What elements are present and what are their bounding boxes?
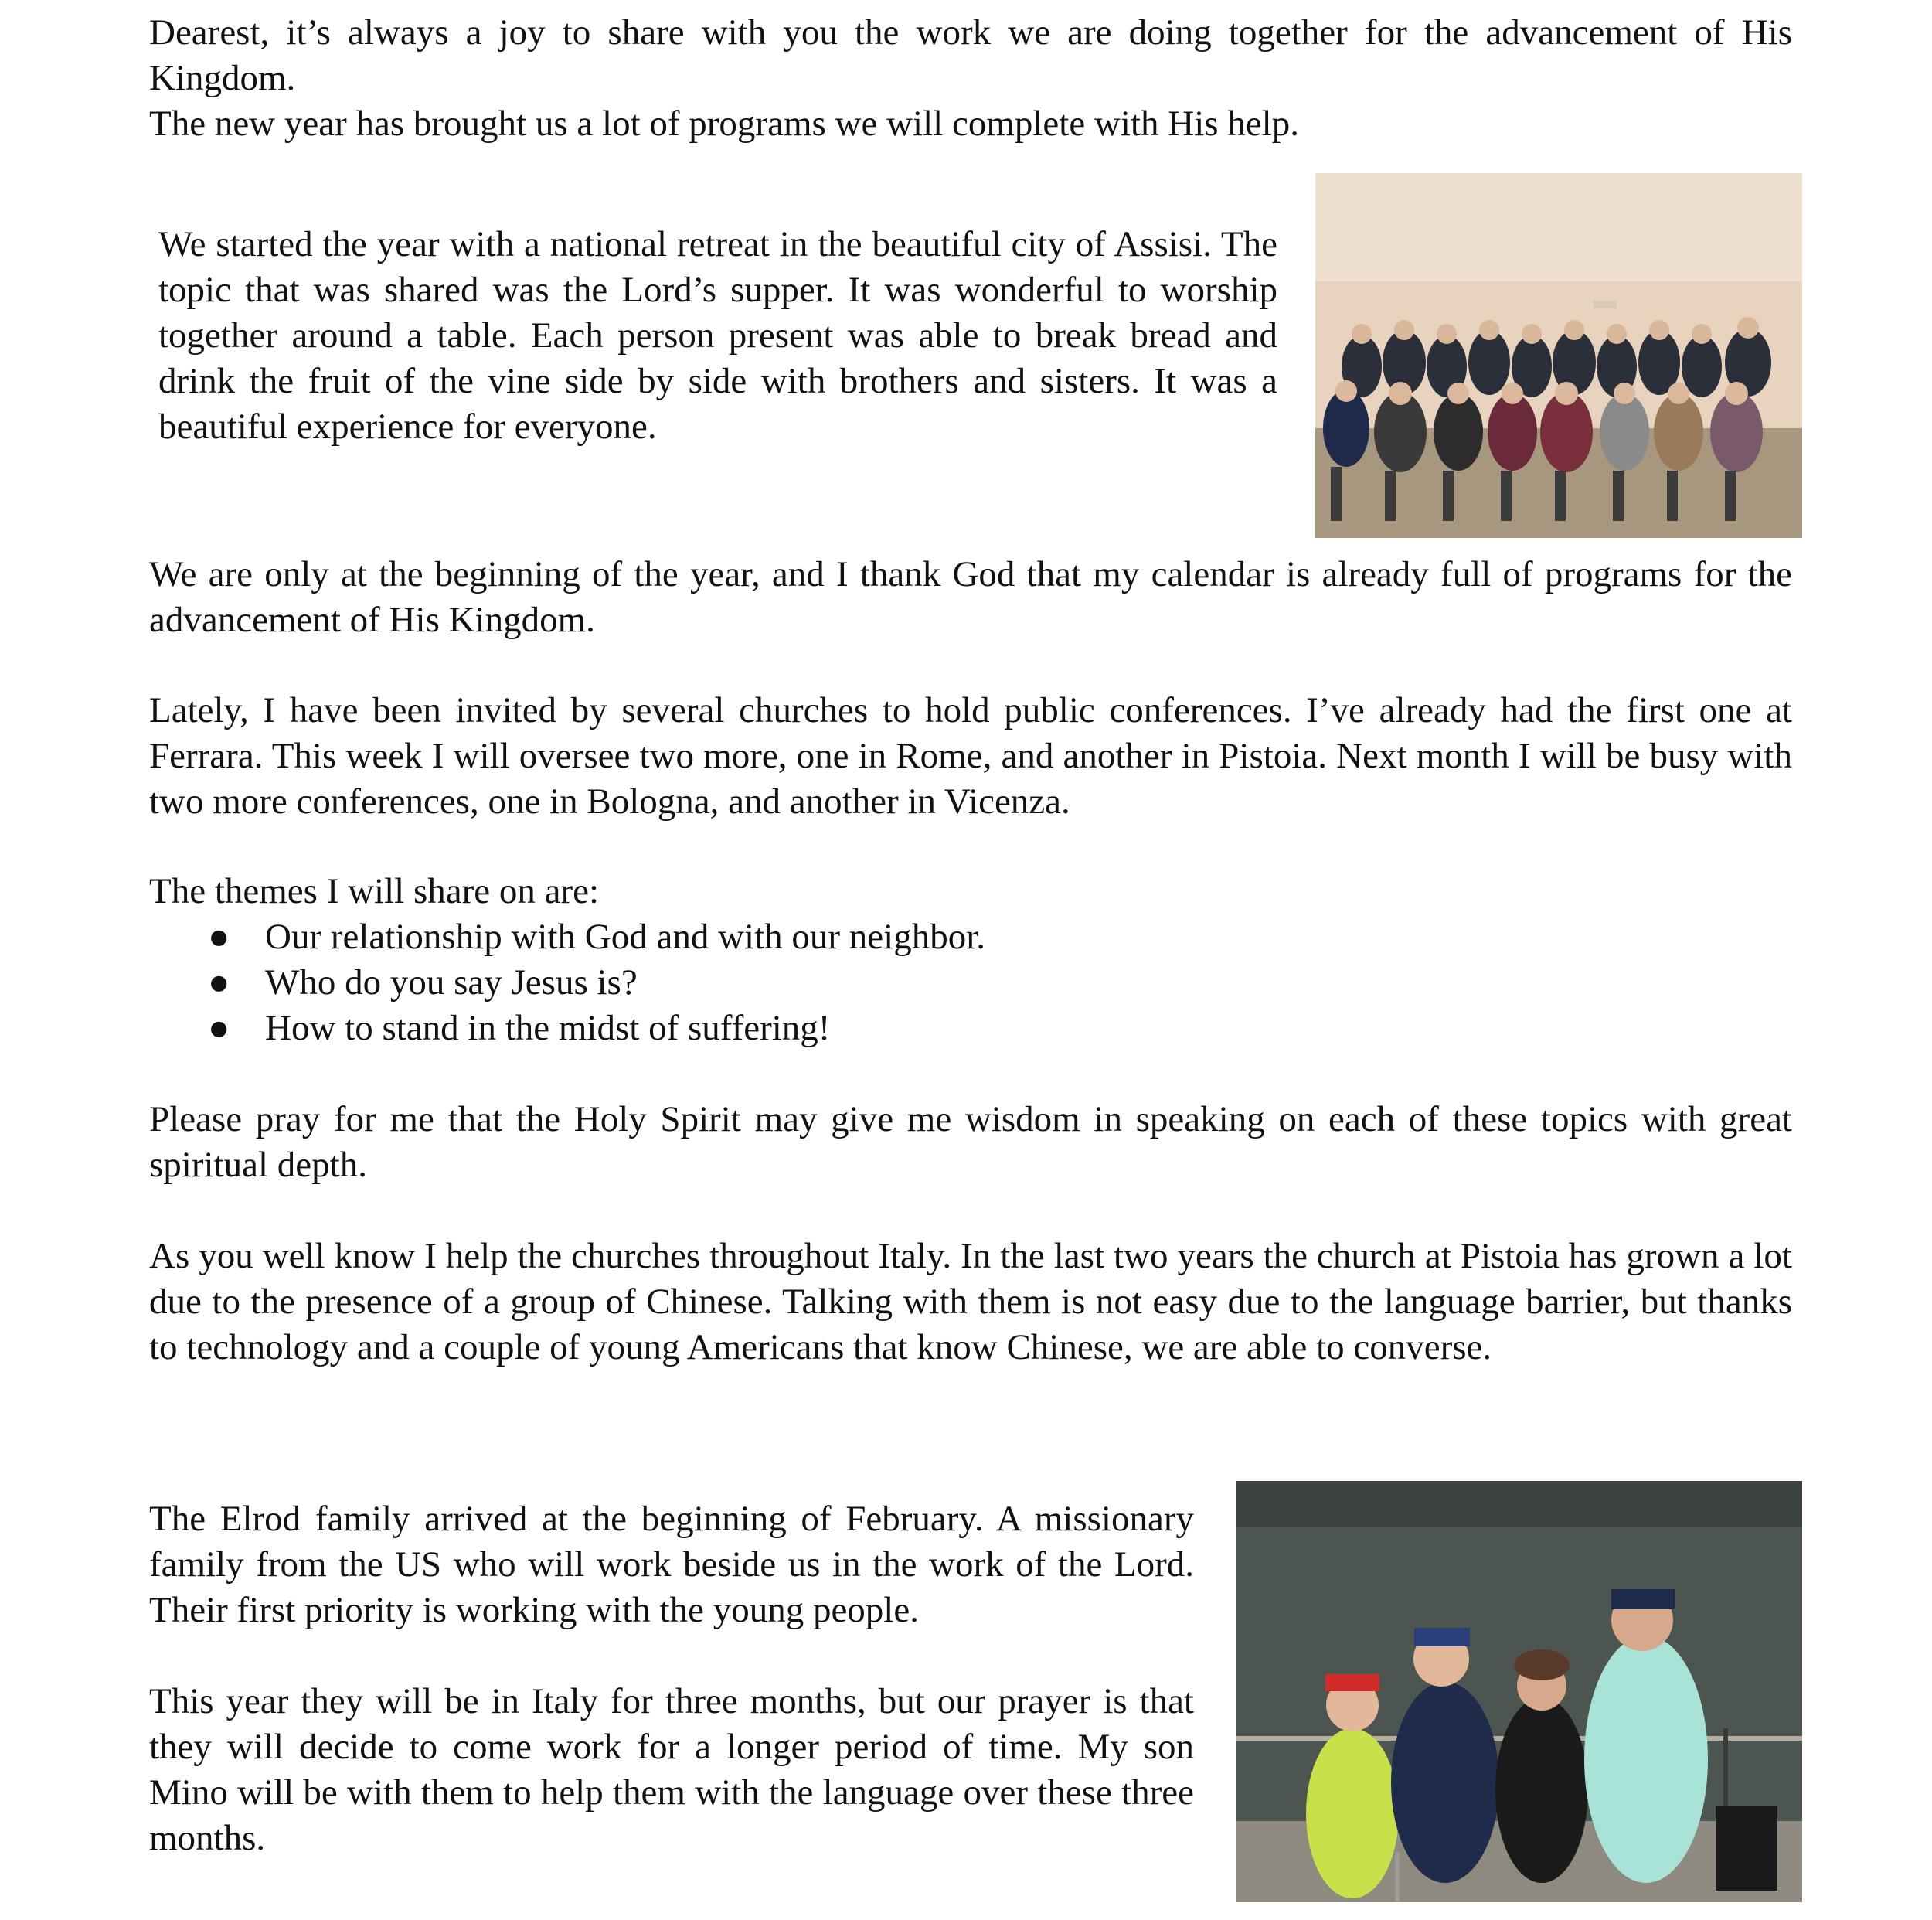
theme-item xyxy=(149,960,1792,1006)
retreat-paragraph: We started the year with a national retreat in the beautiful city of Assisi. The topic that was shared was the Lord’s supper. It was wonderful to worship together around a table. Each person present was able to break bread and drink the fruit of the vine side by side with brothers and sisters. It was a beautiful experience for everyone. xyxy=(158,224,1277,447)
calendar-section xyxy=(149,552,1792,643)
prayer-section xyxy=(149,1097,1792,1188)
elrod-paragraph-prayer: This year they will be in Italy for three months, but our prayer is that they will decide to come work for a longer period of time. My son Mino will be with them to help them with the language over these three months. xyxy=(149,1681,1194,1858)
bullet-icon: ● xyxy=(208,917,230,957)
theme-item xyxy=(149,1006,1792,1051)
churches-paragraph: As you well know I help the churches throughout Italy. In the last two years the church at Pistoia has grown a lot due to the presence of a group of Chinese. Talking with them is not easy due to the language barrier, but thanks to technology and a couple of young Americans that know Chinese, we are able to converse. xyxy=(149,1236,1792,1367)
group-photo xyxy=(1315,173,1802,538)
calendar-paragraph: We are only at the beginning of the year, and I thank God that my calendar is already full of programs for the advancement of His Kingdom. xyxy=(149,554,1792,640)
intro-new-year: The new year has brought us a lot of programs we will complete with His help. xyxy=(149,104,1299,144)
theme-item xyxy=(149,914,1792,960)
theme-item-label: How to stand in the midst of suffering! xyxy=(265,1008,831,1048)
retreat-section xyxy=(158,222,1277,450)
family-photo xyxy=(1236,1481,1802,1902)
bullet-icon: ● xyxy=(208,1008,230,1048)
themes-list xyxy=(149,914,1792,1051)
intro-section xyxy=(149,10,1792,147)
conferences-paragraph: Lately, I have been invited by several churches to hold public conferences. I’ve already had the first one at Ferrara. This week I will oversee two more, one in Rome, and another in Pistoia. Next month I will be busy with two more conferences, one in Bologna, and another in Vicenza. xyxy=(149,690,1792,822)
themes-heading: The themes I will share on are: xyxy=(149,871,600,911)
intro-greeting: Dearest, it’s always a joy to share with you the work we are doing together for the advancement of His Kingdom. xyxy=(149,12,1792,98)
elrod-paragraph-arrival: The Elrod family arrived at the beginning of February. A missionary family from the US who will work beside us in the work of the Lord. Their first priority is working with the young people. xyxy=(149,1499,1194,1630)
elrod-section xyxy=(149,1496,1194,1861)
churches-section xyxy=(149,1234,1792,1370)
theme-item-label: Our relationship with God and with our neighbor. xyxy=(265,917,986,957)
conferences-section xyxy=(149,688,1792,825)
group-photo-image xyxy=(1315,173,1802,538)
theme-item-label: Who do you say Jesus is? xyxy=(265,962,638,1003)
family-photo-image xyxy=(1236,1481,1802,1902)
themes-section xyxy=(149,869,1792,1051)
bullet-icon: ● xyxy=(208,962,230,1003)
prayer-paragraph: Please pray for me that the Holy Spirit may give me wisdom in speaking on each of these topics with great spiritual depth. xyxy=(149,1099,1792,1185)
